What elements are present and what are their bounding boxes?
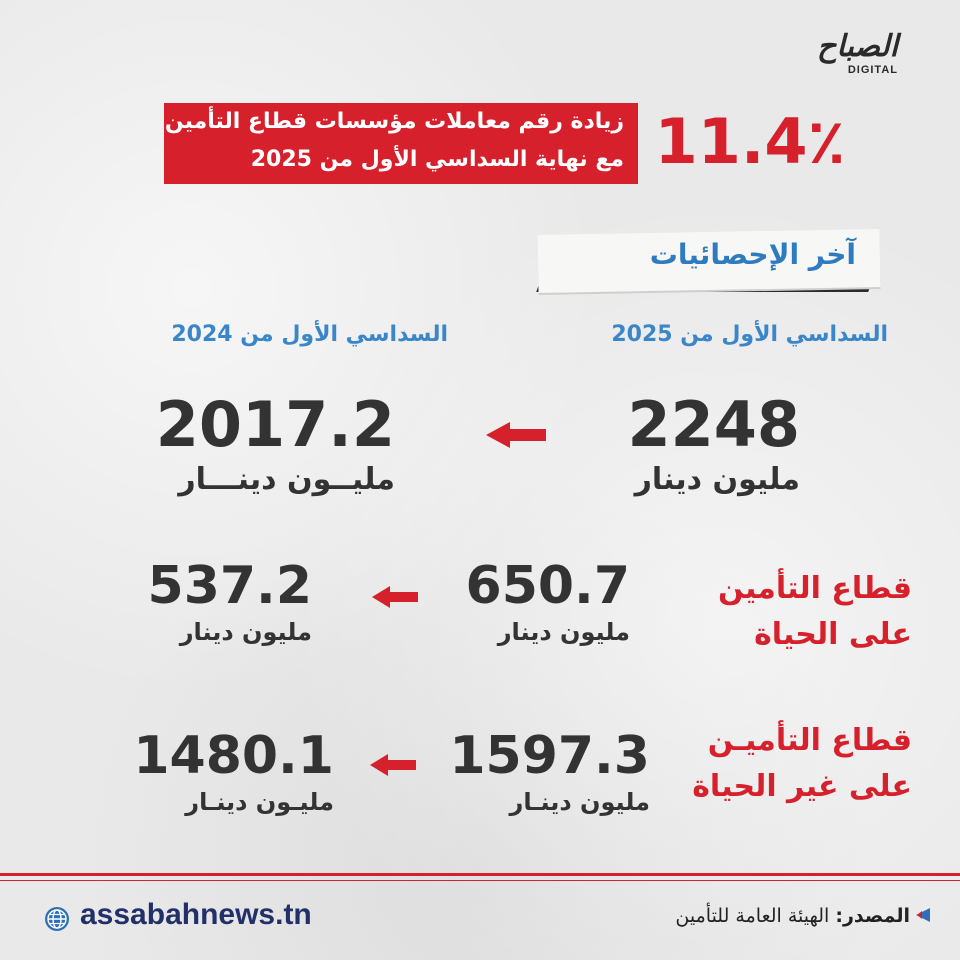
life-unit-2025: مليون دينار [497,618,630,646]
source-value: الهيئة العامة للتأمين [675,905,830,927]
sector-nonlife-line1: قطاع التأميـن [707,723,912,758]
life-value-2025: 650.7 [465,556,630,616]
nonlife-unit-2024: مليـون دينـار [185,788,334,816]
headline-box [164,103,638,184]
brand-logo [738,30,898,80]
globe-icon [44,906,70,932]
total-unit-2025: مليون دينار [634,462,800,497]
life-unit-2024: مليون دينار [179,618,312,646]
footer-divider [0,873,960,876]
brand-name-ar: الصباح [816,29,898,64]
headline-line1: زيادة رقم معاملات مؤسسات قطاع التأمين [164,109,624,134]
nonlife-value-2024: 1480.1 [133,726,334,786]
sector-life-line2: على الحياة [754,617,912,652]
sector-life-line1: قطاع التأمين [718,571,912,606]
life-value-2024: 537.2 [147,556,312,616]
column-header-2024: السداسي الأول من 2024 [171,322,448,347]
total-unit-2024: مليــون دينـــار [178,462,395,497]
triangle-pointer-icon [916,908,930,922]
footer-divider-thin [0,880,960,881]
total-value-2025: 2248 [627,388,800,461]
total-value-2024: 2017.2 [155,388,395,461]
source-line [675,905,910,927]
source-label: المصدر: [835,905,910,927]
nonlife-unit-2025: مليون دينـار [509,788,650,816]
arrow-left-icon [486,422,546,448]
headline-percent: 11.4٪ [654,105,846,178]
headline-line2: مع نهاية السداسي الأول من 2025 [250,147,624,172]
stats-label [538,232,880,290]
website-link[interactable]: assabahnews.tn [80,898,312,931]
stats-label-text: آخر الإحصائيات [649,238,856,271]
sector-nonlife-line2: على غير الحياة [692,769,912,804]
column-header-2025: السداسي الأول من 2025 [611,322,888,347]
arrow-left-icon [372,586,418,608]
arrow-left-icon [370,754,416,776]
brand-name-en: DIGITAL [847,64,898,76]
nonlife-value-2025: 1597.3 [449,726,650,786]
